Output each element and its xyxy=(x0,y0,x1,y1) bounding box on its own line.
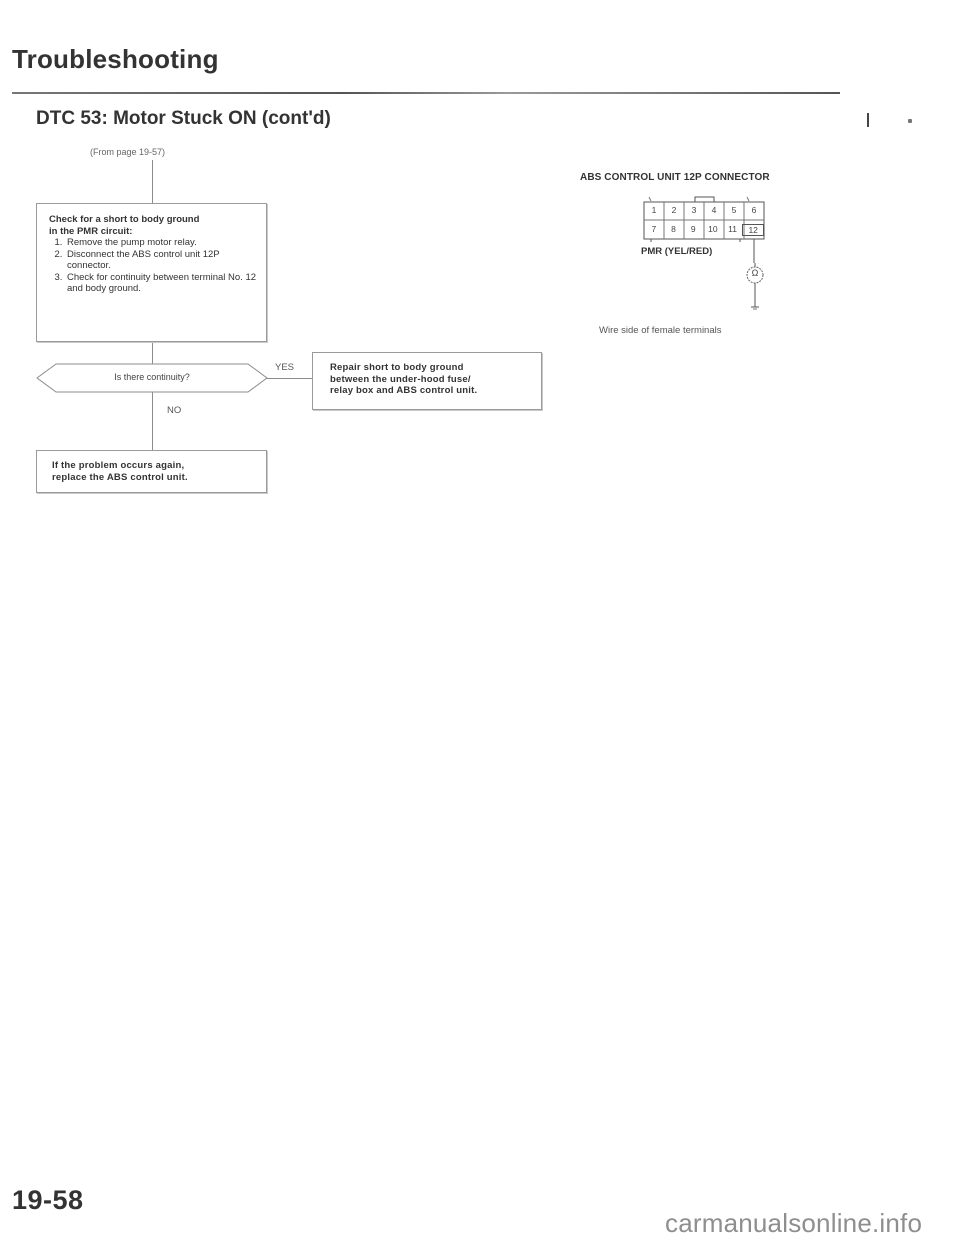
terminal: 3 xyxy=(691,205,697,215)
dtc-title: DTC 53: Motor Stuck ON (cont'd) xyxy=(36,108,331,129)
repair-box xyxy=(312,352,542,410)
step-item: 2. Disconnect the ABS control unit 12P connector. xyxy=(65,249,258,272)
section-title: Troubleshooting xyxy=(12,44,219,74)
decision-hexagon xyxy=(36,363,268,393)
step-item: 1. Remove the pump motor relay. xyxy=(65,237,258,249)
step-heading: Check for a short to body ground xyxy=(49,214,200,225)
flow-line xyxy=(152,160,153,203)
flow-line xyxy=(152,392,153,450)
terminal: 1 xyxy=(651,205,657,215)
terminal: 8 xyxy=(671,224,676,234)
from-page-reference: (From page 19-57) xyxy=(90,147,166,157)
terminal: 11 xyxy=(728,224,737,234)
yes-label: YES xyxy=(275,362,295,373)
margin-mark xyxy=(908,119,912,123)
terminal: 7 xyxy=(651,224,657,234)
scan-artifact xyxy=(14,10,17,22)
terminal: 4 xyxy=(711,205,717,215)
final-action-box xyxy=(36,450,267,493)
connector-title: ABS CONTROL UNIT 12P CONNECTOR xyxy=(580,172,770,183)
repair-line: relay box and ABS control unit. xyxy=(330,385,478,396)
terminal-row-1 xyxy=(644,205,764,215)
step-item: 3. Check for continuity between terminal No. 12 and body ground. xyxy=(65,272,258,295)
terminal: 9 xyxy=(690,224,696,234)
header-rule xyxy=(12,92,840,94)
no-label: NO xyxy=(167,405,182,416)
repair-line: Repair short to body ground xyxy=(330,362,464,373)
terminal: 10 xyxy=(708,224,718,234)
ohmmeter-ground xyxy=(745,263,765,319)
check-step-box xyxy=(36,203,267,342)
final-line: replace the ABS control unit. xyxy=(52,471,188,483)
final-line: If the problem occurs again, xyxy=(52,460,185,471)
margin-mark xyxy=(867,113,869,127)
repair-line: between the under-hood fuse/ xyxy=(330,373,471,385)
watermark: carmanualsonline.info xyxy=(665,1208,923,1238)
ohm-symbol: Ω xyxy=(751,268,759,278)
page-number: 19-58 xyxy=(12,1185,84,1215)
flow-line-yes xyxy=(265,378,312,379)
step-list xyxy=(49,237,258,295)
step-heading: in the PMR circuit: xyxy=(49,225,133,237)
terminal-12-highlight: 12 xyxy=(742,224,764,236)
pmr-wire-label: PMR (YEL/RED) xyxy=(641,246,713,257)
terminal: 5 xyxy=(731,205,737,215)
ground-icon xyxy=(745,305,765,315)
wire-side-caption: Wire side of female terminals xyxy=(599,325,722,336)
decision-question: Is there continuity? xyxy=(114,372,190,382)
terminal: 6 xyxy=(751,205,757,215)
terminal: 2 xyxy=(671,205,677,215)
terminal-row-2 xyxy=(644,224,764,236)
flow-line xyxy=(152,342,153,364)
